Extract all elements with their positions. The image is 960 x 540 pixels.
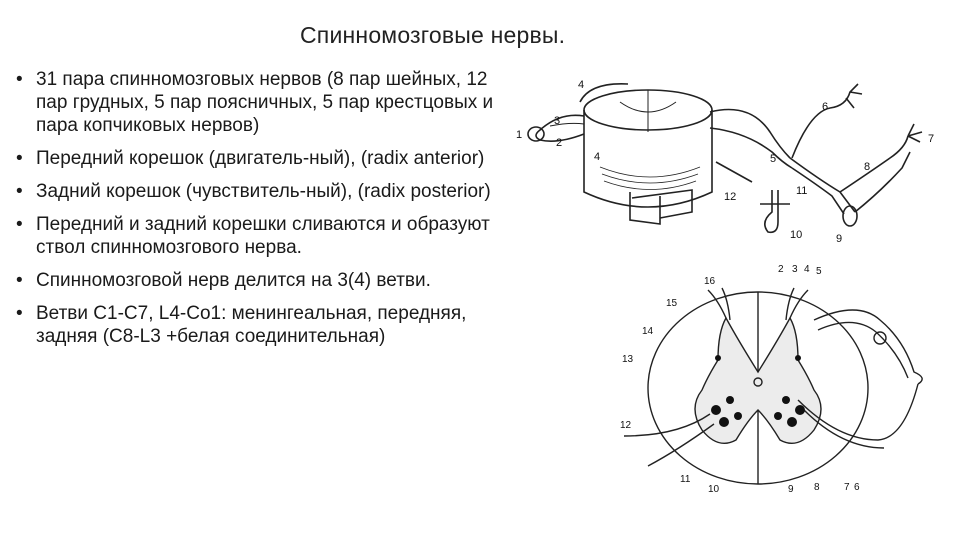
diagram-label: 7 xyxy=(844,482,850,493)
bullet-text: 31 пара спинномозговых нервов (8 пар шейных, 12 пар грудных, 5 пар поясничных, 5 пар крестцовых и пара копчиковых нервов) xyxy=(36,69,494,136)
bullet-item xyxy=(14,68,514,137)
bullet-text: Ветви C1-C7, L4-Co1: менингеальная, передняя, задняя (C8-L3 +белая соединительная) xyxy=(36,303,467,347)
slide-title: Спинномозговые нервы. xyxy=(300,22,566,48)
bullet-item xyxy=(14,269,514,292)
bullet-marker: • xyxy=(16,270,23,291)
diagram-label: 13 xyxy=(622,354,634,365)
bullet-marker: • xyxy=(16,303,23,324)
diagram-label: 3 xyxy=(554,115,561,127)
diagram-label: 4 xyxy=(804,264,810,275)
bullet-list xyxy=(14,68,514,358)
diagram-label: 12 xyxy=(724,191,737,203)
spinal-nerve-diagram xyxy=(510,72,950,248)
diagram-label: 9 xyxy=(836,233,843,245)
bullet-marker: • xyxy=(16,69,23,90)
bullet-item xyxy=(14,213,514,259)
bullet-marker: • xyxy=(16,148,23,169)
diagram-label: 8 xyxy=(864,161,871,173)
diagram-label: 10 xyxy=(708,484,720,495)
diagram-label: 2 xyxy=(778,264,784,275)
bullet-text: Передний корешок (двигатель-ный), (radix anterior) xyxy=(36,148,485,169)
diagram-label: 8 xyxy=(814,482,820,493)
bullet-marker: • xyxy=(16,214,23,235)
diagram-label: 6 xyxy=(854,482,860,493)
diagram-label: 16 xyxy=(704,276,716,287)
diagram-label: 15 xyxy=(666,298,678,309)
diagram-label: 3 xyxy=(792,264,798,275)
diagram-label: 10 xyxy=(790,229,803,241)
bullet-item xyxy=(14,180,514,203)
diagram-label: 4 xyxy=(594,151,601,163)
diagram-label: 5 xyxy=(816,266,822,277)
bullet-item xyxy=(14,302,514,348)
bullet-text: Задний корешок (чувствитель-ный), (radix posterior) xyxy=(36,181,491,202)
diagram-label: 11 xyxy=(680,474,691,485)
diagram-label: 9 xyxy=(788,484,794,495)
diagram-label: 1 xyxy=(516,129,523,141)
diagram-label: 2 xyxy=(556,137,563,149)
spinal-cord-cross-section xyxy=(618,260,952,496)
bullet-marker: • xyxy=(16,181,23,202)
diagram-label: 14 xyxy=(642,326,654,337)
diagram-label: 11 xyxy=(796,185,808,197)
bullet-text: Спинномозговой нерв делится на 3(4) ветви. xyxy=(36,270,431,291)
diagram-label: 7 xyxy=(928,133,935,145)
bullet-text: Передний и задний корешки сливаются и образуют ствол спинномозгового нерва. xyxy=(36,214,490,258)
diagram-label: 4 xyxy=(578,79,585,91)
bullet-item xyxy=(14,147,514,170)
diagram-label: 12 xyxy=(620,420,632,431)
diagram-label: 6 xyxy=(822,101,829,113)
diagram-label: 5 xyxy=(770,153,777,165)
